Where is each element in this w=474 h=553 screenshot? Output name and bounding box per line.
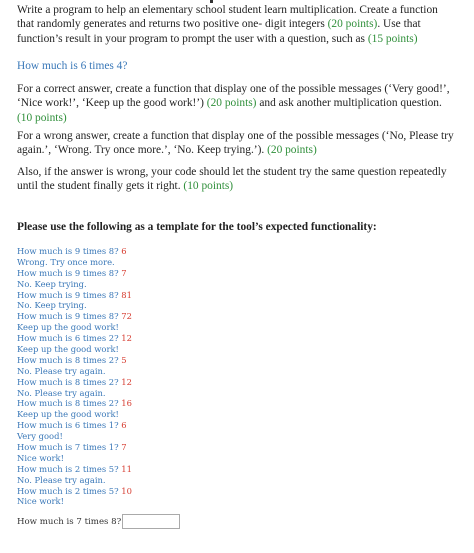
transcript-question: How much is 6 times 2? bbox=[17, 333, 122, 344]
transcript-question-line bbox=[17, 464, 132, 475]
final-prompt-row bbox=[17, 514, 180, 529]
correct-text-1: For a correct answer, create a function that display one of the possible messages (‘Very good!’, ‘Nice work!’, ‘Keep up the good work!’) bbox=[17, 83, 450, 110]
transcript-response: Keep up the good work! bbox=[17, 344, 119, 355]
repeat-text-1: Also, if the answer is wrong, your code should let the student try the same question repeatedly until the student finally gets it right. bbox=[17, 166, 447, 193]
correct-points-2: (10 points) bbox=[17, 111, 67, 124]
transcript-question: How much is 8 times 2? bbox=[17, 376, 122, 387]
wrong-answer-paragraph bbox=[17, 129, 457, 158]
transcript-question: How much is 9 times 8? bbox=[17, 289, 122, 300]
intro-points-2: (15 points) bbox=[367, 32, 418, 45]
transcript-answer: 6 bbox=[121, 420, 127, 431]
transcript-question: How much is 6 times 1? bbox=[17, 420, 122, 431]
transcript-response: No. Please try again. bbox=[17, 387, 106, 398]
transcript-question: How much is 9 times 8? bbox=[17, 267, 122, 278]
transcript-response: No. Keep trying. bbox=[17, 300, 87, 311]
transcript-response: Very good! bbox=[17, 431, 63, 442]
intro-text-2: . Use that function’s result in your program to prompt the user with a question, such as bbox=[17, 18, 421, 45]
transcript-answer: 6 bbox=[121, 246, 127, 256]
transcript-response-line bbox=[17, 453, 132, 464]
wrong-points-1: (20 points) bbox=[267, 144, 317, 157]
intro-paragraph bbox=[17, 3, 457, 46]
correct-text-2: and ask another multiplication question. bbox=[256, 97, 442, 110]
transcript-response-line bbox=[17, 300, 132, 311]
transcript-answer: 10 bbox=[121, 485, 132, 496]
transcript-question-line bbox=[17, 486, 132, 497]
intro-text-1: Write a program to help an elementary school student learn multiplication. Create a function that randomly generates and returns two positive one- digit integers bbox=[17, 4, 438, 31]
transcript-question-line bbox=[17, 246, 132, 257]
transcript-question-line bbox=[17, 398, 132, 409]
correct-points-1: (20 points) bbox=[206, 97, 257, 110]
transcript-response: Nice work! bbox=[17, 496, 64, 507]
transcript-question-line bbox=[17, 290, 132, 301]
transcript-answer: 16 bbox=[121, 398, 132, 409]
transcript-response-line bbox=[17, 344, 132, 355]
transcript-question-line bbox=[17, 420, 132, 431]
repeat-points-1: (10 points) bbox=[183, 180, 234, 193]
transcript-response-line bbox=[17, 366, 132, 377]
transcript-answer: 12 bbox=[121, 333, 132, 344]
transcript-response-line bbox=[17, 257, 132, 268]
transcript-response-line bbox=[17, 388, 132, 399]
transcript-question-line bbox=[17, 268, 132, 279]
transcript-response-line bbox=[17, 279, 132, 290]
transcript-response: No. Keep trying. bbox=[17, 278, 87, 289]
transcript-question-line bbox=[17, 377, 132, 388]
transcript-response-line bbox=[17, 475, 132, 486]
transcript-response: Wrong. Try once more. bbox=[17, 256, 115, 267]
transcript-response: Keep up the good work! bbox=[17, 322, 119, 333]
wrong-text-1: For a wrong answer, create a function that display one of the possible messages (‘No, Please try again.’, ‘Wrong. Try once more.’, ‘No. Keep trying.’). bbox=[17, 130, 454, 157]
transcript-question-line bbox=[17, 442, 132, 453]
transcript-question: How much is 7 times 1? bbox=[17, 442, 122, 453]
sample-transcript bbox=[17, 246, 132, 507]
transcript-question: How much is 2 times 5? bbox=[17, 463, 122, 474]
answer-input[interactable] bbox=[122, 514, 180, 529]
transcript-response: Keep up the good work! bbox=[17, 409, 119, 420]
transcript-response: Nice work! bbox=[17, 452, 64, 463]
transcript-answer: 7 bbox=[121, 442, 127, 453]
transcript-response-line bbox=[17, 322, 132, 333]
repeat-paragraph bbox=[17, 165, 457, 194]
transcript-response: No. Please try again. bbox=[17, 474, 106, 485]
template-header: Please use the following as a template for the tool’s expected functionality: bbox=[17, 221, 377, 233]
transcript-question: How much is 8 times 2? bbox=[17, 354, 122, 365]
transcript-answer: 7 bbox=[121, 267, 127, 278]
final-prompt: How much is 7 times 8? bbox=[17, 516, 122, 527]
transcript-question: How much is 2 times 5? bbox=[17, 485, 122, 496]
transcript-question: How much is 9 times 8? bbox=[17, 311, 122, 322]
transcript-response-line bbox=[17, 409, 132, 420]
transcript-question-line bbox=[17, 333, 132, 344]
example-question: How much is 6 times 4? bbox=[17, 60, 128, 72]
transcript-response-line bbox=[17, 496, 132, 507]
correct-answer-paragraph bbox=[17, 82, 457, 125]
transcript-answer: 81 bbox=[121, 289, 132, 300]
transcript-question-line bbox=[17, 355, 132, 366]
transcript-question-line bbox=[17, 311, 132, 322]
transcript-answer: 11 bbox=[121, 463, 132, 474]
intro-points-1: (20 points) bbox=[327, 18, 378, 31]
transcript-question: How much is 8 times 2? bbox=[17, 398, 122, 409]
transcript-answer: 12 bbox=[121, 376, 132, 387]
transcript-answer: 5 bbox=[121, 354, 127, 365]
transcript-question: How much is 9 times 8? bbox=[17, 246, 122, 256]
transcript-response-line bbox=[17, 431, 132, 442]
transcript-answer: 72 bbox=[121, 311, 132, 322]
transcript-response: No. Please try again. bbox=[17, 365, 106, 376]
